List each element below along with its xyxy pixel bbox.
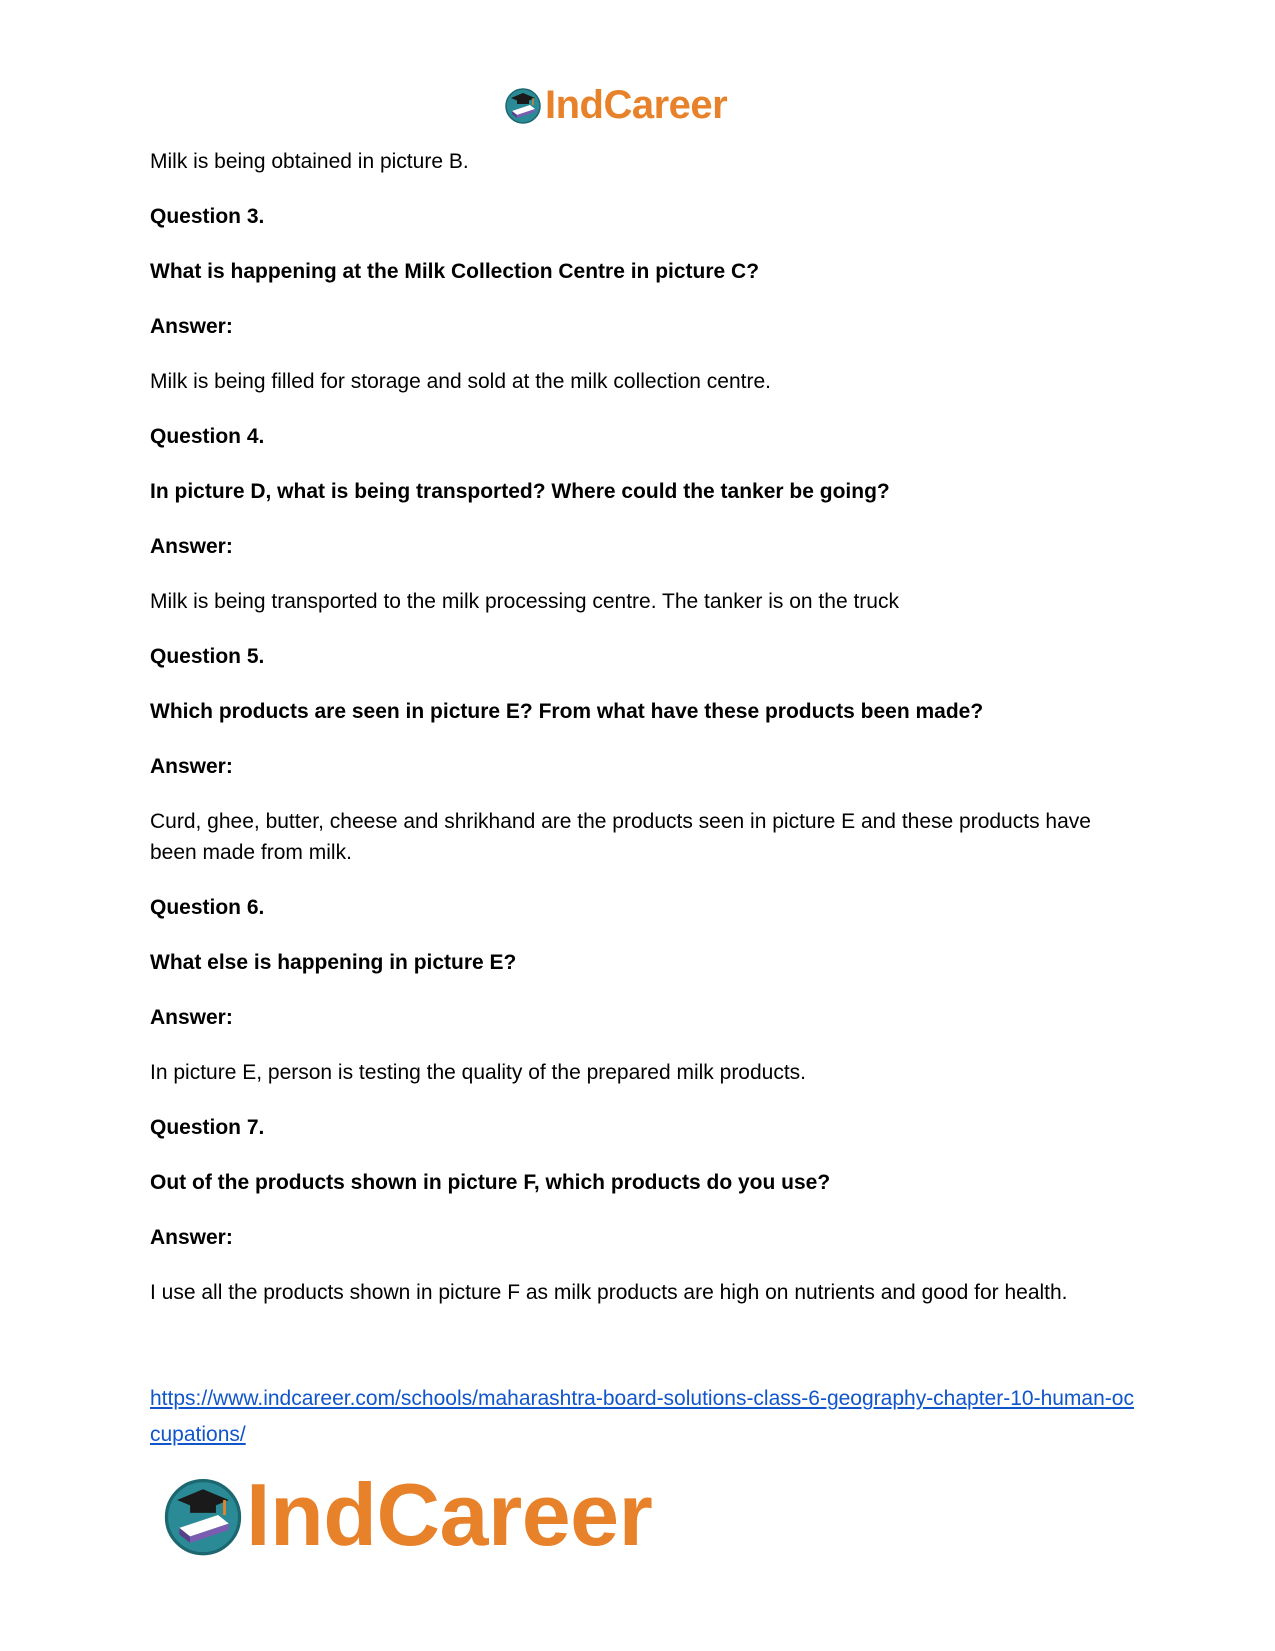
answer-label: Answer: [150,1226,233,1249]
answer-text: Milk is being transported to the milk processing centre. The tanker is on the truck [150,590,899,613]
logo-emblem-icon [503,85,543,125]
answer-text: In picture E, person is testing the quality of the prepared milk products. [150,1061,807,1084]
question-number: Question 5. [150,645,265,668]
answer-text: Milk is being filled for storage and sold at the milk collection centre. [150,370,771,393]
header-logo-text: IndCareer [545,83,728,127]
answer-label: Answer: [150,535,233,558]
question-number: Question 7. [150,1116,265,1139]
source-link[interactable]: https://www.indcareer.com/schools/maharashtra-board-solutions-class-6-geography-chapter-10-human-occupations/ [150,1387,1134,1446]
answer-text: Curd, ghee, butter, cheese and shrikhand are the products seen in picture E and these products have been made from milk. [150,810,1091,864]
question-number: Question 3. [150,205,265,228]
footer-logo-text: IndCareer [246,1465,653,1564]
answer-text: Milk is being obtained in picture B. [150,150,469,173]
answer-label: Answer: [150,1006,233,1029]
answer-label: Answer: [150,315,233,338]
question-text: Which products are seen in picture E? From what have these products been made? [150,700,984,723]
footer-logo-emblem-icon [160,1472,246,1558]
question-number: Question 6. [150,896,265,919]
header-logo [503,80,773,130]
answer-text: I use all the products shown in picture F as milk products are high on nutrients and good for health. [150,1281,1068,1304]
document-body [150,146,1140,1332]
question-text: What is happening at the Milk Collection Centre in picture C? [150,260,760,283]
question-text: In picture D, what is being transported? Where could the tanker be going? [150,480,890,503]
footer-logo [160,1465,700,1565]
question-text: What else is happening in picture E? [150,951,517,974]
answer-label: Answer: [150,755,233,778]
question-text: Out of the products shown in picture F, which products do you use? [150,1171,831,1194]
question-number: Question 4. [150,425,265,448]
